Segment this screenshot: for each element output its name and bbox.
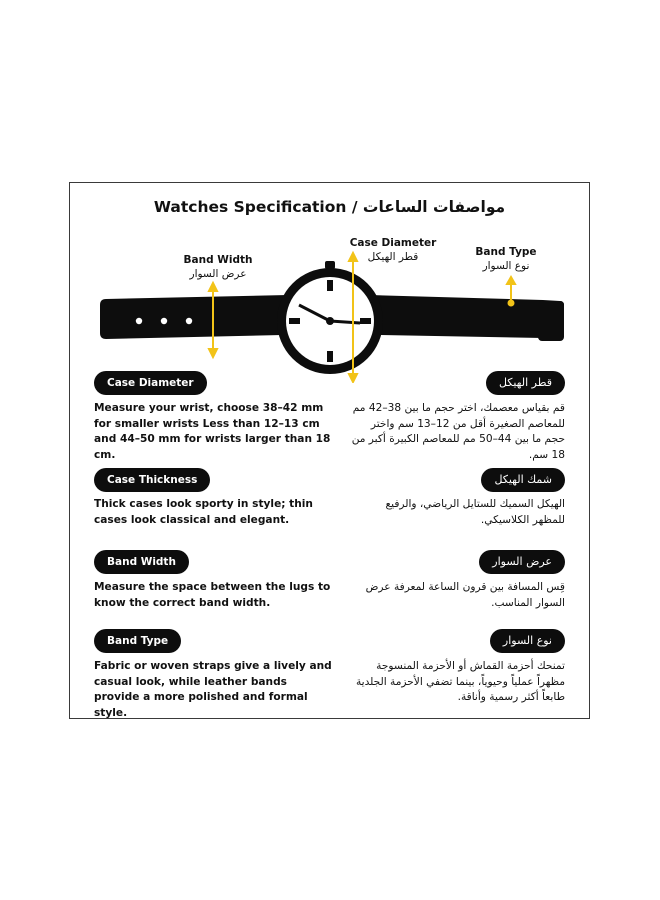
section-text-case-thickness: Thick cases look sporty in style; thin cases look classical and elegant. <box>94 498 313 526</box>
watch-diagram <box>70 183 591 383</box>
left-strap <box>100 295 288 339</box>
section-label-band-type-ar: نوع السوار <box>490 629 565 653</box>
section-text-case-diameter: Measure your wrist, choose 38–42 mm for smaller wrists Less than 12–13 cm and 44–50 mm for wrists larger than 18 cm. <box>94 402 331 461</box>
section-text-band-type-ar: تمنحك أحزمة القماش أو الأحزمة المنسوجة مظهراً عملياً وحيوياً، بينما تضفي الأحزمة الجلدية طابعاً أكثر رسمية وأناقة. <box>355 660 565 703</box>
band-type-label-en: Band Type <box>475 246 537 258</box>
section-text-case-thickness-ar: الهيكل السميك للستايل الرياضي، والرفيع للمظهر الكلاسيكي. <box>385 498 565 526</box>
minute-hand <box>330 321 360 323</box>
band-width-label <box>178 253 258 281</box>
case-diameter-label <box>348 236 438 264</box>
section-label-case-diameter-ar: قطر الهيكل <box>486 371 565 395</box>
band-width-label-en: Band Width <box>183 254 253 266</box>
strap-hole <box>136 318 142 324</box>
hour-marker <box>327 280 333 291</box>
hour-marker <box>289 318 300 324</box>
section-label-case-diameter: Case Diameter <box>94 371 207 395</box>
spec-card <box>69 182 590 719</box>
case-diameter-label-en: Case Diameter <box>349 237 437 249</box>
section-text-band-width-ar: قِس المسافة بين قرون الساعة لمعرفة عرض السوار المناسب. <box>365 581 565 609</box>
band-type-pointer <box>507 277 515 306</box>
strap-hole <box>161 318 167 324</box>
hand-pivot <box>326 317 334 325</box>
section-label-band-width-ar: عرض السوار <box>479 550 565 574</box>
strap-hole <box>186 318 192 324</box>
section-text-band-type: Fabric or woven straps give a lively and casual look, while leather bands provide a more polished and formal style. <box>94 660 332 719</box>
page-title: Watches Specification / مواصفات الساعات <box>153 198 506 216</box>
crown <box>325 261 335 269</box>
band-width-label-ar: عرض السوار <box>189 268 247 280</box>
section-label-band-type: Band Type <box>94 629 181 653</box>
band-type-label-ar: نوع السوار <box>482 260 530 272</box>
section-label-case-thickness-ar: شمك الهيكل <box>481 468 565 492</box>
right-strap <box>370 295 564 338</box>
case-diameter-label-ar: قطر الهيكل <box>367 251 419 263</box>
band-type-label <box>466 245 546 273</box>
section-text-band-width: Measure the space between the lugs to know the correct band width. <box>94 581 331 609</box>
section-label-case-thickness: Case Thickness <box>94 468 210 492</box>
hour-marker <box>360 318 371 324</box>
section-label-band-width: Band Width <box>94 550 189 574</box>
section-text-case-diameter-ar: قم بقياس معصمك، اختر حجم ما بين 38–42 مم للمعاصم الصغيرة أقل من 12–13 سم واختر حجم ما بين 44–50 مم للمعاصم الكبيرة أكبر من 18 سم. <box>351 402 565 461</box>
hour-marker <box>327 351 333 362</box>
